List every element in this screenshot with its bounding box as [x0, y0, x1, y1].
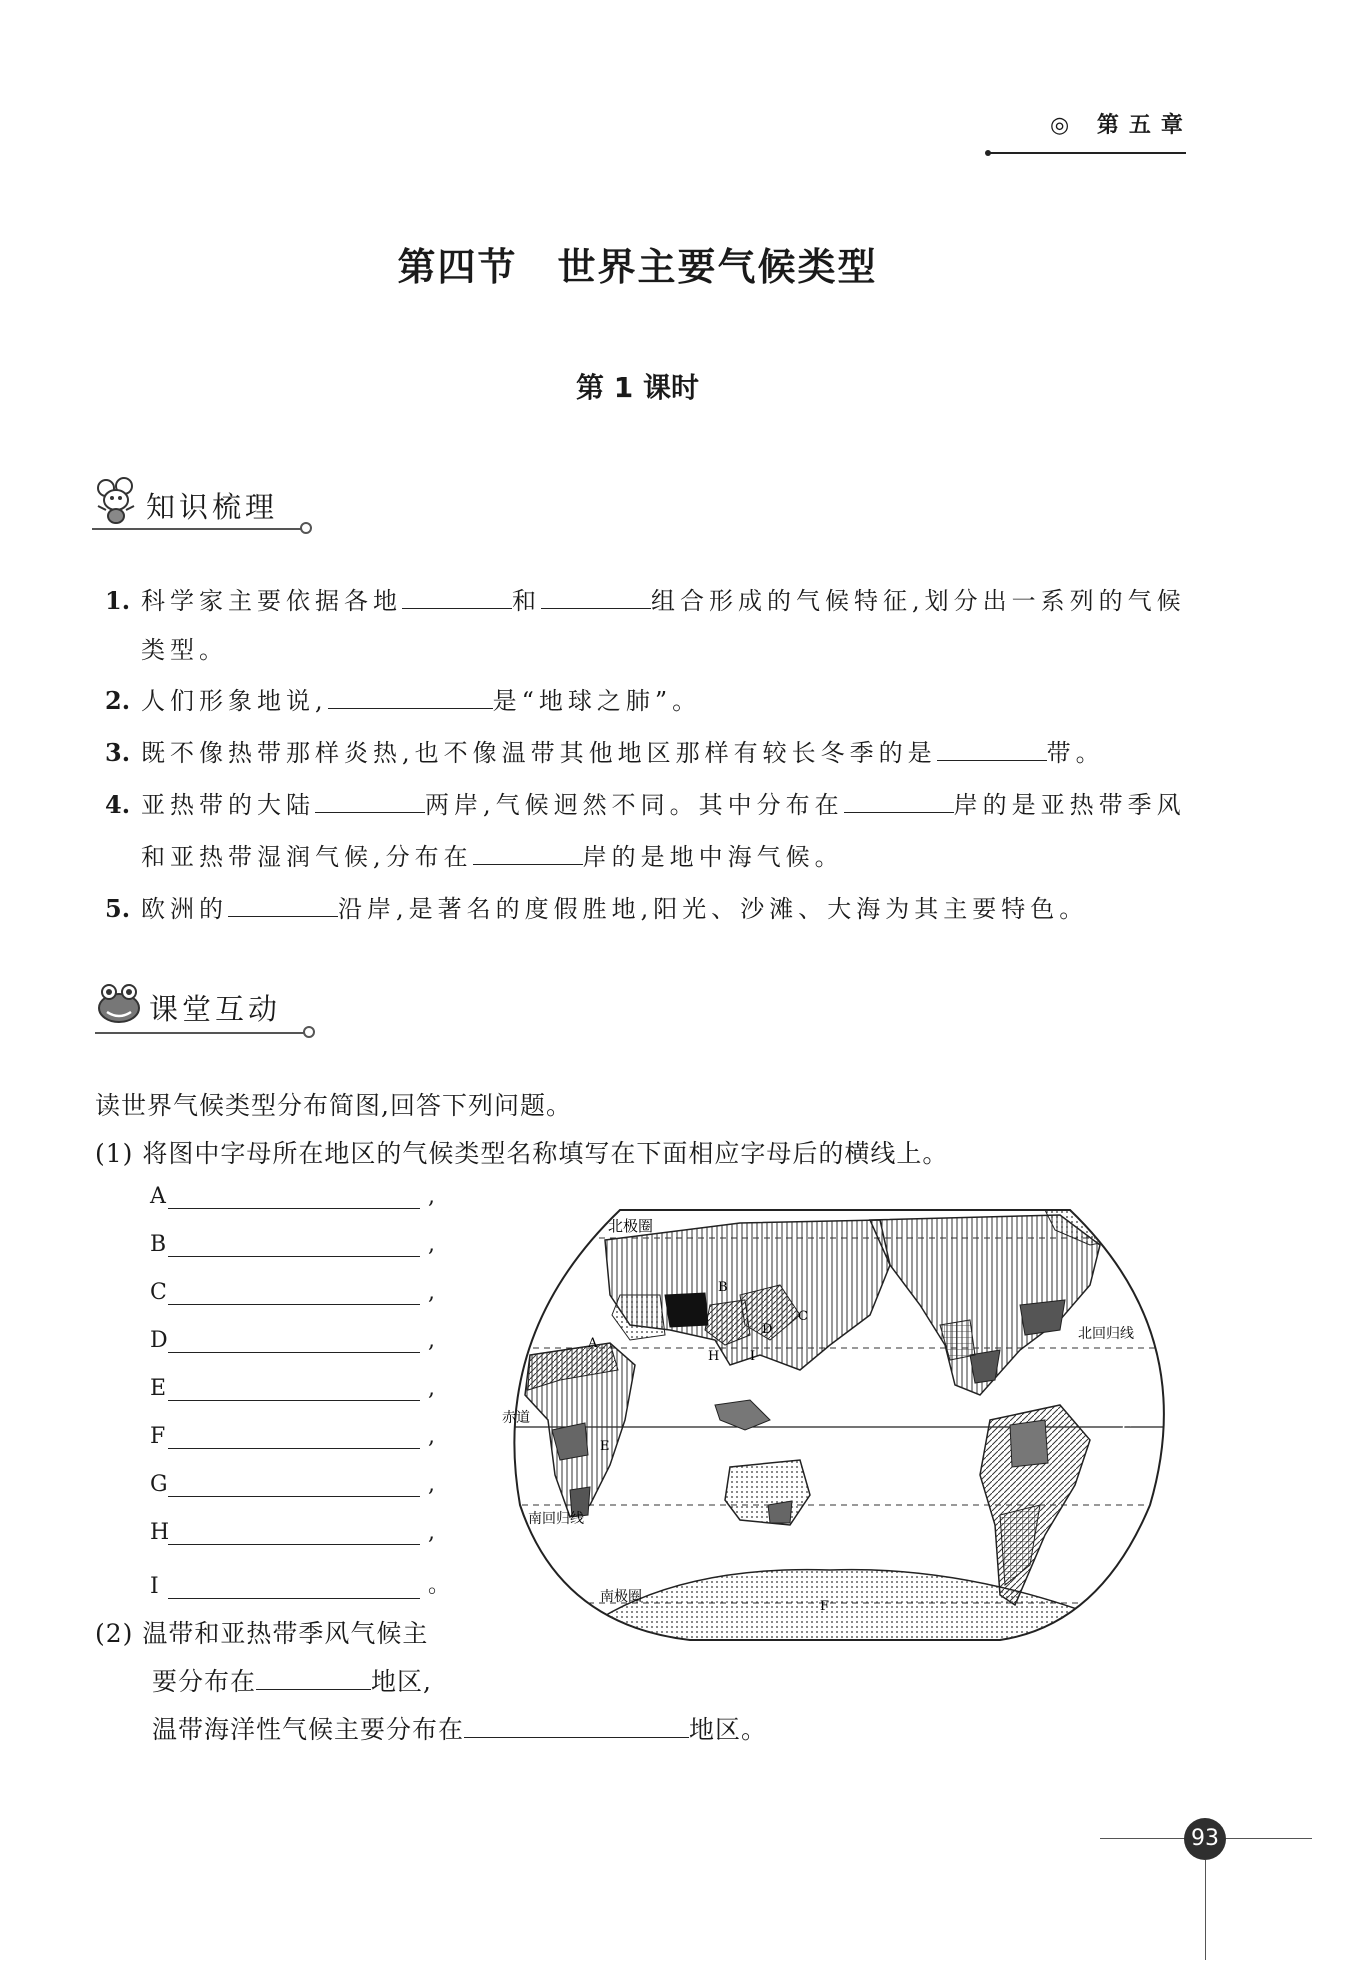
- answer-line[interactable]: [168, 1522, 420, 1545]
- page-number-rule: [1205, 1860, 1206, 1960]
- region-label-e: E: [600, 1439, 610, 1454]
- region-label-d: D: [762, 1322, 773, 1337]
- page-number: 93: [1184, 1818, 1226, 1860]
- intro-text: 读世界气候类型分布简图,回答下列问题。: [95, 1091, 572, 1120]
- part-2-prompt: (2) 温带和亚热带季风气候主: [95, 1619, 429, 1648]
- answer-line-row: G ,: [150, 1472, 435, 1497]
- answer-line-row: H ,: [150, 1520, 435, 1545]
- page-title: 第四节 世界主要气候类型: [397, 244, 878, 289]
- answer-line[interactable]: [168, 1576, 420, 1599]
- answer-line-row: C ,: [150, 1280, 435, 1305]
- answer-line-row: D ,: [150, 1328, 435, 1353]
- region-label-f: F: [820, 1599, 830, 1614]
- answer-line[interactable]: [168, 1282, 420, 1305]
- section-label: 知识梳理: [146, 490, 279, 524]
- section-rule-end: [300, 522, 312, 534]
- world-climate-map: [500, 1205, 1190, 1645]
- antarctic-circle-label: 南极圈: [600, 1589, 642, 1605]
- question-3: 3. 既不像热带那样炎热,也不像温带其他地区那样有较长冬季的是 带。: [105, 734, 1105, 771]
- region-label-b: B: [718, 1280, 728, 1295]
- answer-line[interactable]: [168, 1474, 420, 1497]
- answer-line-row: F ,: [150, 1424, 435, 1449]
- tropic-capricorn-label: 南回归线: [528, 1511, 584, 1527]
- answer-line-row: B ,: [150, 1232, 435, 1257]
- answer-line[interactable]: [168, 1186, 420, 1209]
- answer-blank[interactable]: [473, 838, 583, 865]
- region-label-h: H: [708, 1349, 720, 1364]
- answer-blank[interactable]: [937, 734, 1047, 761]
- mouse-mascot-icon: [92, 476, 140, 524]
- section-label: 课堂互动: [149, 992, 282, 1026]
- question-5: 5. 欧洲的 沿岸,是著名的度假胜地,阳光、沙滩、大海为其主要特色。: [105, 890, 1088, 927]
- tropic-cancer-label: 北回归线: [1078, 1326, 1134, 1342]
- part-2-line-2: 要分布在 地区,: [152, 1662, 432, 1698]
- answer-blank[interactable]: [464, 1711, 689, 1738]
- region-label-g: G: [1122, 1422, 1133, 1437]
- question-1-cont: 类型。: [141, 636, 228, 664]
- arctic-circle-label: 北极圈: [608, 1217, 654, 1235]
- answer-blank[interactable]: [228, 890, 338, 917]
- question-4-cont: 和亚热带湿润气候,分布在 岸的是地中海气候。: [105, 838, 844, 875]
- region-label-i: I: [750, 1349, 756, 1364]
- answer-line[interactable]: [168, 1234, 420, 1257]
- answer-line[interactable]: [168, 1426, 420, 1449]
- lesson-title: 第 1 课时: [576, 371, 699, 404]
- australia-landmass: [725, 1460, 810, 1525]
- region-label-c: C: [798, 1309, 808, 1324]
- part-2-line-3: 温带海洋性气候主要分布在 地区。: [152, 1710, 767, 1746]
- answer-line-row: A ,: [150, 1184, 435, 1209]
- answer-blank[interactable]: [541, 582, 651, 609]
- answer-line[interactable]: [168, 1378, 420, 1401]
- section-heading-knowledge: [92, 476, 278, 524]
- answer-blank[interactable]: [315, 786, 425, 813]
- answer-line[interactable]: [168, 1330, 420, 1353]
- question-1: 1. 科学家主要依据各地 和 组合形成的气候特征,划分出一系列的气候: [105, 582, 1186, 619]
- equator-label: 赤道: [502, 1410, 530, 1426]
- question-4: 4. 亚热带的大陆 两岸,气候迥然不同。其中分布在 岸的是亚热带季风: [105, 786, 1186, 823]
- answer-line-row: I 。: [150, 1573, 451, 1599]
- section-heading-classroom: [95, 980, 281, 1026]
- answer-blank[interactable]: [844, 786, 954, 813]
- answer-blank[interactable]: [256, 1663, 371, 1690]
- section-rule: [95, 1032, 305, 1034]
- chapter-rule: [988, 152, 1186, 154]
- frog-mascot-icon: [95, 980, 143, 1026]
- region-label-a: A: [588, 1336, 598, 1351]
- answer-line-row: E ,: [150, 1376, 435, 1401]
- answer-blank[interactable]: [328, 682, 493, 709]
- chapter-label: ◎ 第五章: [1050, 113, 1193, 138]
- section-rule-end: [303, 1026, 315, 1038]
- question-2: 2. 人们形象地说, 是“地球之肺”。: [105, 682, 701, 719]
- section-rule: [92, 528, 302, 530]
- answer-blank[interactable]: [402, 582, 512, 609]
- part-1-prompt: (1) 将图中字母所在地区的气候类型名称填写在下面相应字母后的横线上。: [95, 1139, 949, 1168]
